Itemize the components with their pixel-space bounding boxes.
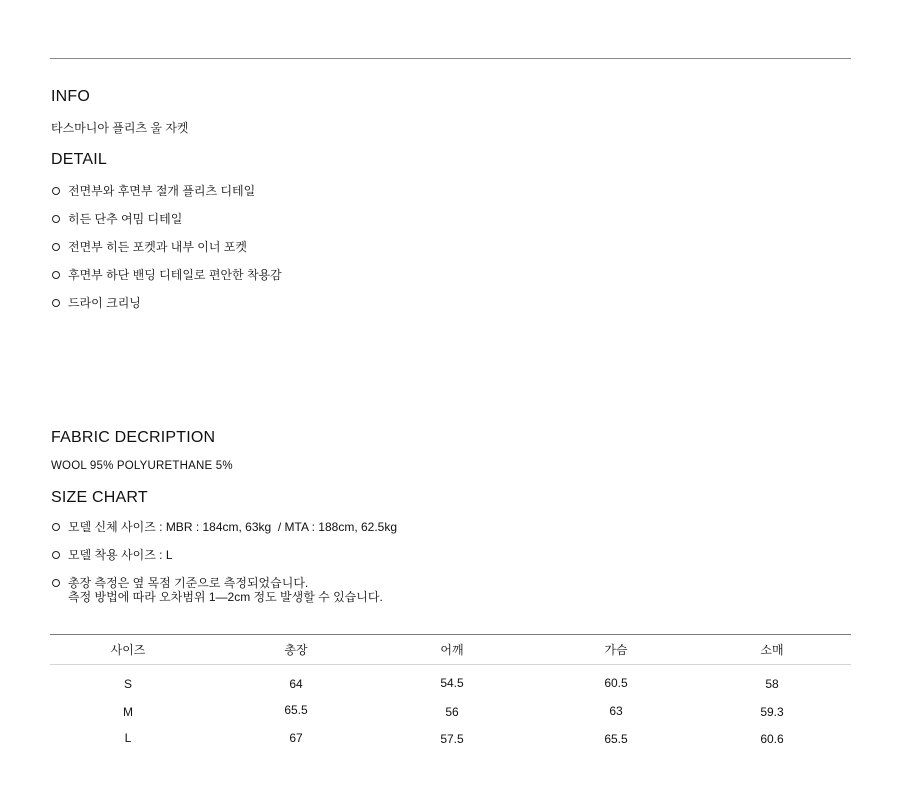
row-sleeve: 58 — [765, 677, 779, 691]
detail-item-text: 후면부 하단 밴딩 디테일로 편안한 착용감 — [68, 268, 282, 282]
row-length: 65.5 — [284, 703, 308, 717]
fabric-heading: FABRIC DECRIPTION — [51, 429, 216, 446]
row-shoulder: 56 — [445, 705, 459, 719]
detail-item — [51, 212, 182, 226]
header-shoulder: 어깨 — [440, 643, 464, 657]
row-shoulder: 54.5 — [440, 676, 464, 690]
header-size: 사이즈 — [110, 643, 146, 657]
detail-item-text: 드라이 크리닝 — [68, 296, 141, 310]
bullet-circle-icon — [52, 271, 60, 279]
top-divider — [50, 58, 851, 59]
row-size: M — [123, 705, 133, 719]
size-note — [51, 520, 397, 534]
fabric-composition: WOOL 95% POLYURETHANE 5% — [51, 460, 233, 472]
row-shoulder: 57.5 — [440, 732, 464, 746]
bullet-circle-icon — [52, 187, 60, 195]
bullet-circle-icon — [52, 243, 60, 251]
header-length: 총장 — [284, 643, 308, 657]
table-top-border — [50, 634, 851, 635]
table-header-divider — [50, 664, 851, 665]
row-chest: 60.5 — [604, 676, 628, 690]
row-sleeve: 60.6 — [760, 732, 784, 746]
size-note-text: 모델 착용 사이즈 : L — [68, 548, 173, 562]
row-chest: 63 — [609, 704, 623, 718]
detail-item — [51, 240, 247, 254]
detail-item — [51, 268, 282, 282]
row-length: 64 — [289, 677, 303, 691]
size-note — [51, 576, 383, 604]
product-name: 타스마니아 플리츠 울 자켓 — [51, 121, 189, 135]
size-note-text: 모델 신체 사이즈 : MBR : 184cm, 63kg / MTA : 188cm, 62.5kg — [68, 520, 398, 534]
bullet-circle-icon — [52, 215, 60, 223]
row-length: 67 — [289, 731, 303, 745]
row-sleeve: 59.3 — [760, 705, 784, 719]
detail-item-text: 전면부와 후면부 절개 플리츠 디테일 — [68, 184, 256, 198]
bullet-circle-icon — [52, 551, 60, 559]
row-chest: 65.5 — [604, 732, 628, 746]
detail-item-text: 히든 단추 여밈 디테일 — [68, 212, 183, 226]
detail-heading: DETAIL — [51, 151, 108, 168]
detail-item — [51, 296, 141, 310]
bullet-circle-icon — [52, 579, 60, 587]
detail-item-text: 전면부 히든 포켓과 내부 이너 포켓 — [68, 240, 247, 254]
row-size: L — [124, 731, 132, 745]
bullet-circle-icon — [52, 299, 60, 307]
bullet-circle-icon — [52, 523, 60, 531]
info-heading: INFO — [51, 88, 91, 105]
size-note-text: 총장 측정은 옆 목점 기준으로 측정되었습니다. 측정 방법에 따라 오차범위 1—2cm 정도 발생할 수 있습니다. — [68, 576, 383, 604]
row-size: S — [123, 677, 132, 691]
header-sleeve: 소매 — [760, 643, 784, 657]
size-note — [51, 548, 173, 562]
header-chest: 가슴 — [604, 643, 628, 657]
size-chart-heading: SIZE CHART — [51, 489, 148, 506]
detail-item — [51, 184, 255, 198]
